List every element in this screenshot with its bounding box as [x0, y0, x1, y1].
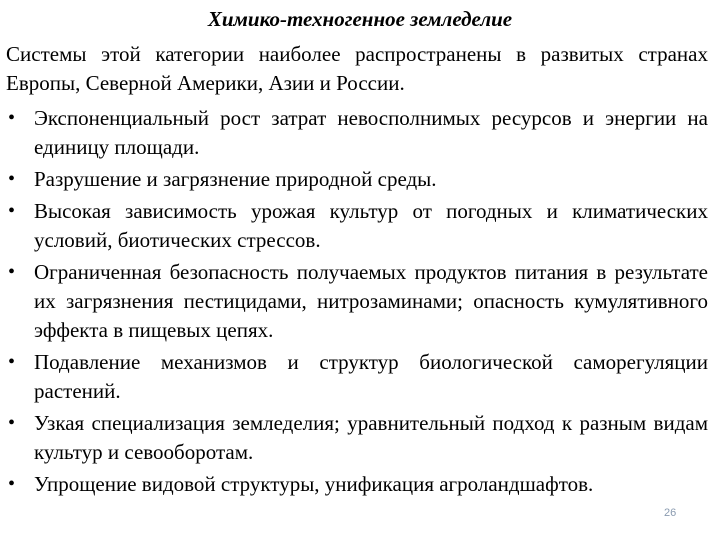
bullet-item: [0, 409, 708, 467]
bullet-dot-icon: •: [8, 107, 16, 129]
bullet-text: Разрушение и загрязнение природной среды.: [34, 167, 437, 191]
bullet-item: [0, 348, 708, 406]
bullet-item: [0, 470, 708, 499]
page-number: 26: [664, 507, 677, 519]
slide-title: Химико-техногенное земледелие: [207, 7, 513, 31]
bullet-item: [0, 258, 708, 345]
bullet-text: Ограниченная безопасность получаемых продуктов питания в результате их загрязнения пестицидами, нитрозаминами; опасность кумулятивного эффекта в пищевых цепях.: [34, 260, 708, 342]
bullet-item: [0, 104, 708, 162]
bullet-text: Высокая зависимость урожая культур от погодных и климатических условий, биотических стрессов.: [34, 199, 708, 252]
intro-paragraph: Системы этой категории наиболее распространены в развитых странах Европы, Северной Америки, Азии и России.: [6, 42, 708, 95]
bullet-text: Упрощение видовой структуры, унификация агроландшафтов.: [34, 472, 594, 496]
bullet-dot-icon: •: [8, 412, 16, 434]
bullet-dot-icon: •: [8, 200, 16, 222]
bullet-item: [0, 197, 708, 255]
bullet-list: [0, 104, 708, 502]
bullet-text: Подавление механизмов и структур биологической саморегуляции растений.: [34, 350, 708, 403]
bullet-text: Экспоненциальный рост затрат невосполнимых ресурсов и энергии на единицу площади.: [34, 106, 708, 159]
bullet-dot-icon: •: [8, 351, 16, 373]
bullet-item: [0, 165, 708, 194]
bullet-dot-icon: •: [8, 473, 16, 495]
bullet-dot-icon: •: [8, 168, 16, 190]
bullet-text: Узкая специализация земледелия; уравнительный подход к разным видам культур и севооборотам.: [34, 411, 708, 464]
bullet-dot-icon: •: [8, 261, 16, 283]
